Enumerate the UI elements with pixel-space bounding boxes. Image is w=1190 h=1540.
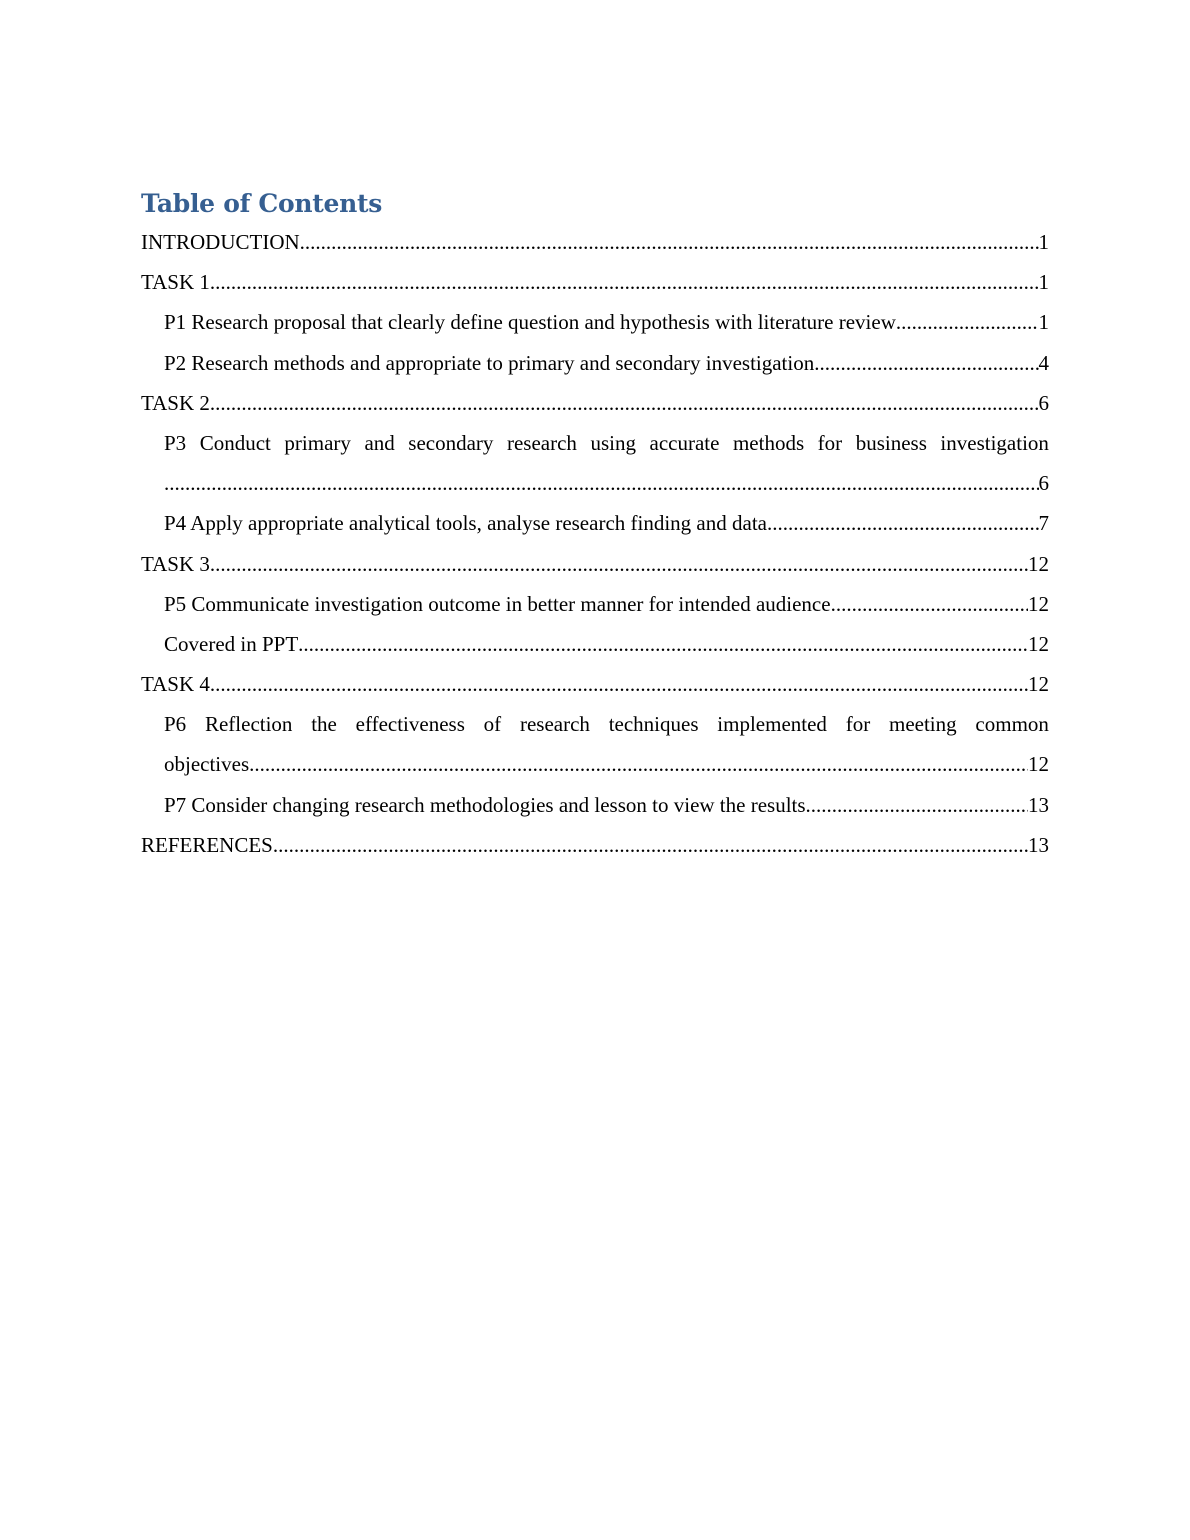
toc-entry-text[interactable]: P4 Apply appropriate analytical tools, analyse research finding and data xyxy=(164,511,767,536)
toc-page-number: 12 xyxy=(1028,551,1049,576)
toc-entry-task-4[interactable] xyxy=(141,664,1049,704)
toc-entry-text[interactable]: P2 Research methods and appropriate to primary and secondary investigation xyxy=(164,350,815,375)
toc-page-number: 7 xyxy=(1038,511,1049,536)
toc-entry-word: using xyxy=(590,430,636,455)
dot-leader xyxy=(806,785,1028,825)
toc-page-number: 6 xyxy=(1038,471,1049,496)
toc-entry-task-2[interactable] xyxy=(141,383,1049,423)
toc-entry-continuation-text[interactable]: objectives xyxy=(164,752,250,777)
toc-entry-word: P6 xyxy=(164,712,187,737)
toc-entry-text[interactable]: TASK 4 xyxy=(141,672,210,697)
toc-page-number: 6 xyxy=(1038,390,1049,415)
dot-leader xyxy=(814,343,1038,383)
toc-page-number: 4 xyxy=(1038,350,1049,375)
dot-leader xyxy=(273,825,1028,865)
toc-entry-word: Reflection xyxy=(204,712,293,737)
toc-entry-text[interactable] xyxy=(164,423,1049,463)
dot-leader xyxy=(831,584,1028,624)
toc-entry-task-3[interactable] xyxy=(141,544,1049,584)
dot-leader xyxy=(210,383,1039,423)
toc-entry-word: P3 xyxy=(164,430,187,455)
toc-entry-text[interactable]: TASK 3 xyxy=(141,551,210,576)
toc-entry-text[interactable] xyxy=(164,704,1049,744)
dot-leader xyxy=(767,503,1039,543)
toc-entry-text[interactable]: TASK 1 xyxy=(141,270,210,295)
dot-leader xyxy=(210,664,1028,704)
toc-entry-p6-continuation[interactable] xyxy=(141,744,1049,784)
dot-leader xyxy=(210,544,1028,584)
toc-entry-p6[interactable] xyxy=(141,704,1049,744)
dot-leader xyxy=(249,744,1028,784)
dot-leader xyxy=(896,302,1039,342)
toc-entry-text[interactable]: TASK 2 xyxy=(141,390,210,415)
toc-entry-p4[interactable] xyxy=(141,503,1049,543)
toc-entry-word: primary xyxy=(284,430,351,455)
toc-page-number: 13 xyxy=(1028,792,1049,817)
toc-entry-text[interactable]: P1 Research proposal that clearly define question and hypothesis with literature review xyxy=(164,310,896,335)
table-of-contents xyxy=(141,186,1049,865)
dot-leader xyxy=(210,262,1039,302)
toc-entry-word: research xyxy=(506,430,577,455)
toc-entry-p1[interactable] xyxy=(141,302,1049,342)
toc-entry-word: investigation xyxy=(940,430,1049,455)
toc-entry-covered-in-ppt[interactable] xyxy=(141,624,1049,664)
toc-page-number: 1 xyxy=(1038,270,1049,295)
toc-page-number: 12 xyxy=(1028,752,1049,777)
toc-entry-word: the xyxy=(311,712,337,737)
toc-entry-word: techniques xyxy=(608,712,699,737)
toc-entry-word: Conduct xyxy=(199,430,271,455)
toc-entry-word: for xyxy=(817,430,843,455)
toc-entry-p3-continuation[interactable] xyxy=(141,463,1049,503)
toc-entry-word: accurate xyxy=(649,430,720,455)
toc-page-number: 1 xyxy=(1038,230,1049,254)
toc-page-number: 12 xyxy=(1028,591,1049,616)
toc-entry-word: common xyxy=(975,712,1049,737)
dot-leader xyxy=(300,222,1039,262)
toc-entry-text[interactable]: INTRODUCTION xyxy=(141,230,300,254)
toc-page-number: 13 xyxy=(1028,832,1049,857)
toc-entry-p5[interactable] xyxy=(141,584,1049,624)
toc-page-number: 12 xyxy=(1028,631,1049,656)
toc-entry-task-1[interactable] xyxy=(141,262,1049,302)
toc-entry-word: business xyxy=(855,430,927,455)
toc-entry-word: and xyxy=(364,430,395,455)
toc-entry-introduction[interactable] xyxy=(141,222,1049,262)
toc-entry-word: methods xyxy=(732,430,805,455)
toc-entry-references[interactable] xyxy=(141,825,1049,865)
toc-page-number: 12 xyxy=(1028,672,1049,697)
toc-page-number: 1 xyxy=(1038,310,1049,335)
toc-entry-word: implemented xyxy=(717,712,827,737)
toc-entry-p2[interactable] xyxy=(141,343,1049,383)
toc-entry-text[interactable]: P7 Consider changing research methodologies and lesson to view the results xyxy=(164,792,806,817)
dot-leader xyxy=(164,463,1039,503)
toc-entry-word: effectiveness xyxy=(355,712,465,737)
toc-title: Table of Contents xyxy=(141,189,383,218)
dot-leader xyxy=(298,624,1028,664)
toc-entry-text[interactable]: REFERENCES xyxy=(141,832,273,857)
toc-entry-word: meeting xyxy=(888,712,957,737)
toc-entry-word: research xyxy=(519,712,590,737)
toc-entry-p7[interactable] xyxy=(141,785,1049,825)
toc-entry-word: for xyxy=(845,712,871,737)
toc-entry-p3[interactable] xyxy=(141,423,1049,463)
toc-entry-word: of xyxy=(483,712,502,737)
toc-entry-text[interactable]: P5 Communicate investigation outcome in better manner for intended audience xyxy=(164,591,831,616)
toc-entry-word: secondary xyxy=(408,430,494,455)
toc-entry-text[interactable]: Covered in PPT xyxy=(164,631,299,656)
